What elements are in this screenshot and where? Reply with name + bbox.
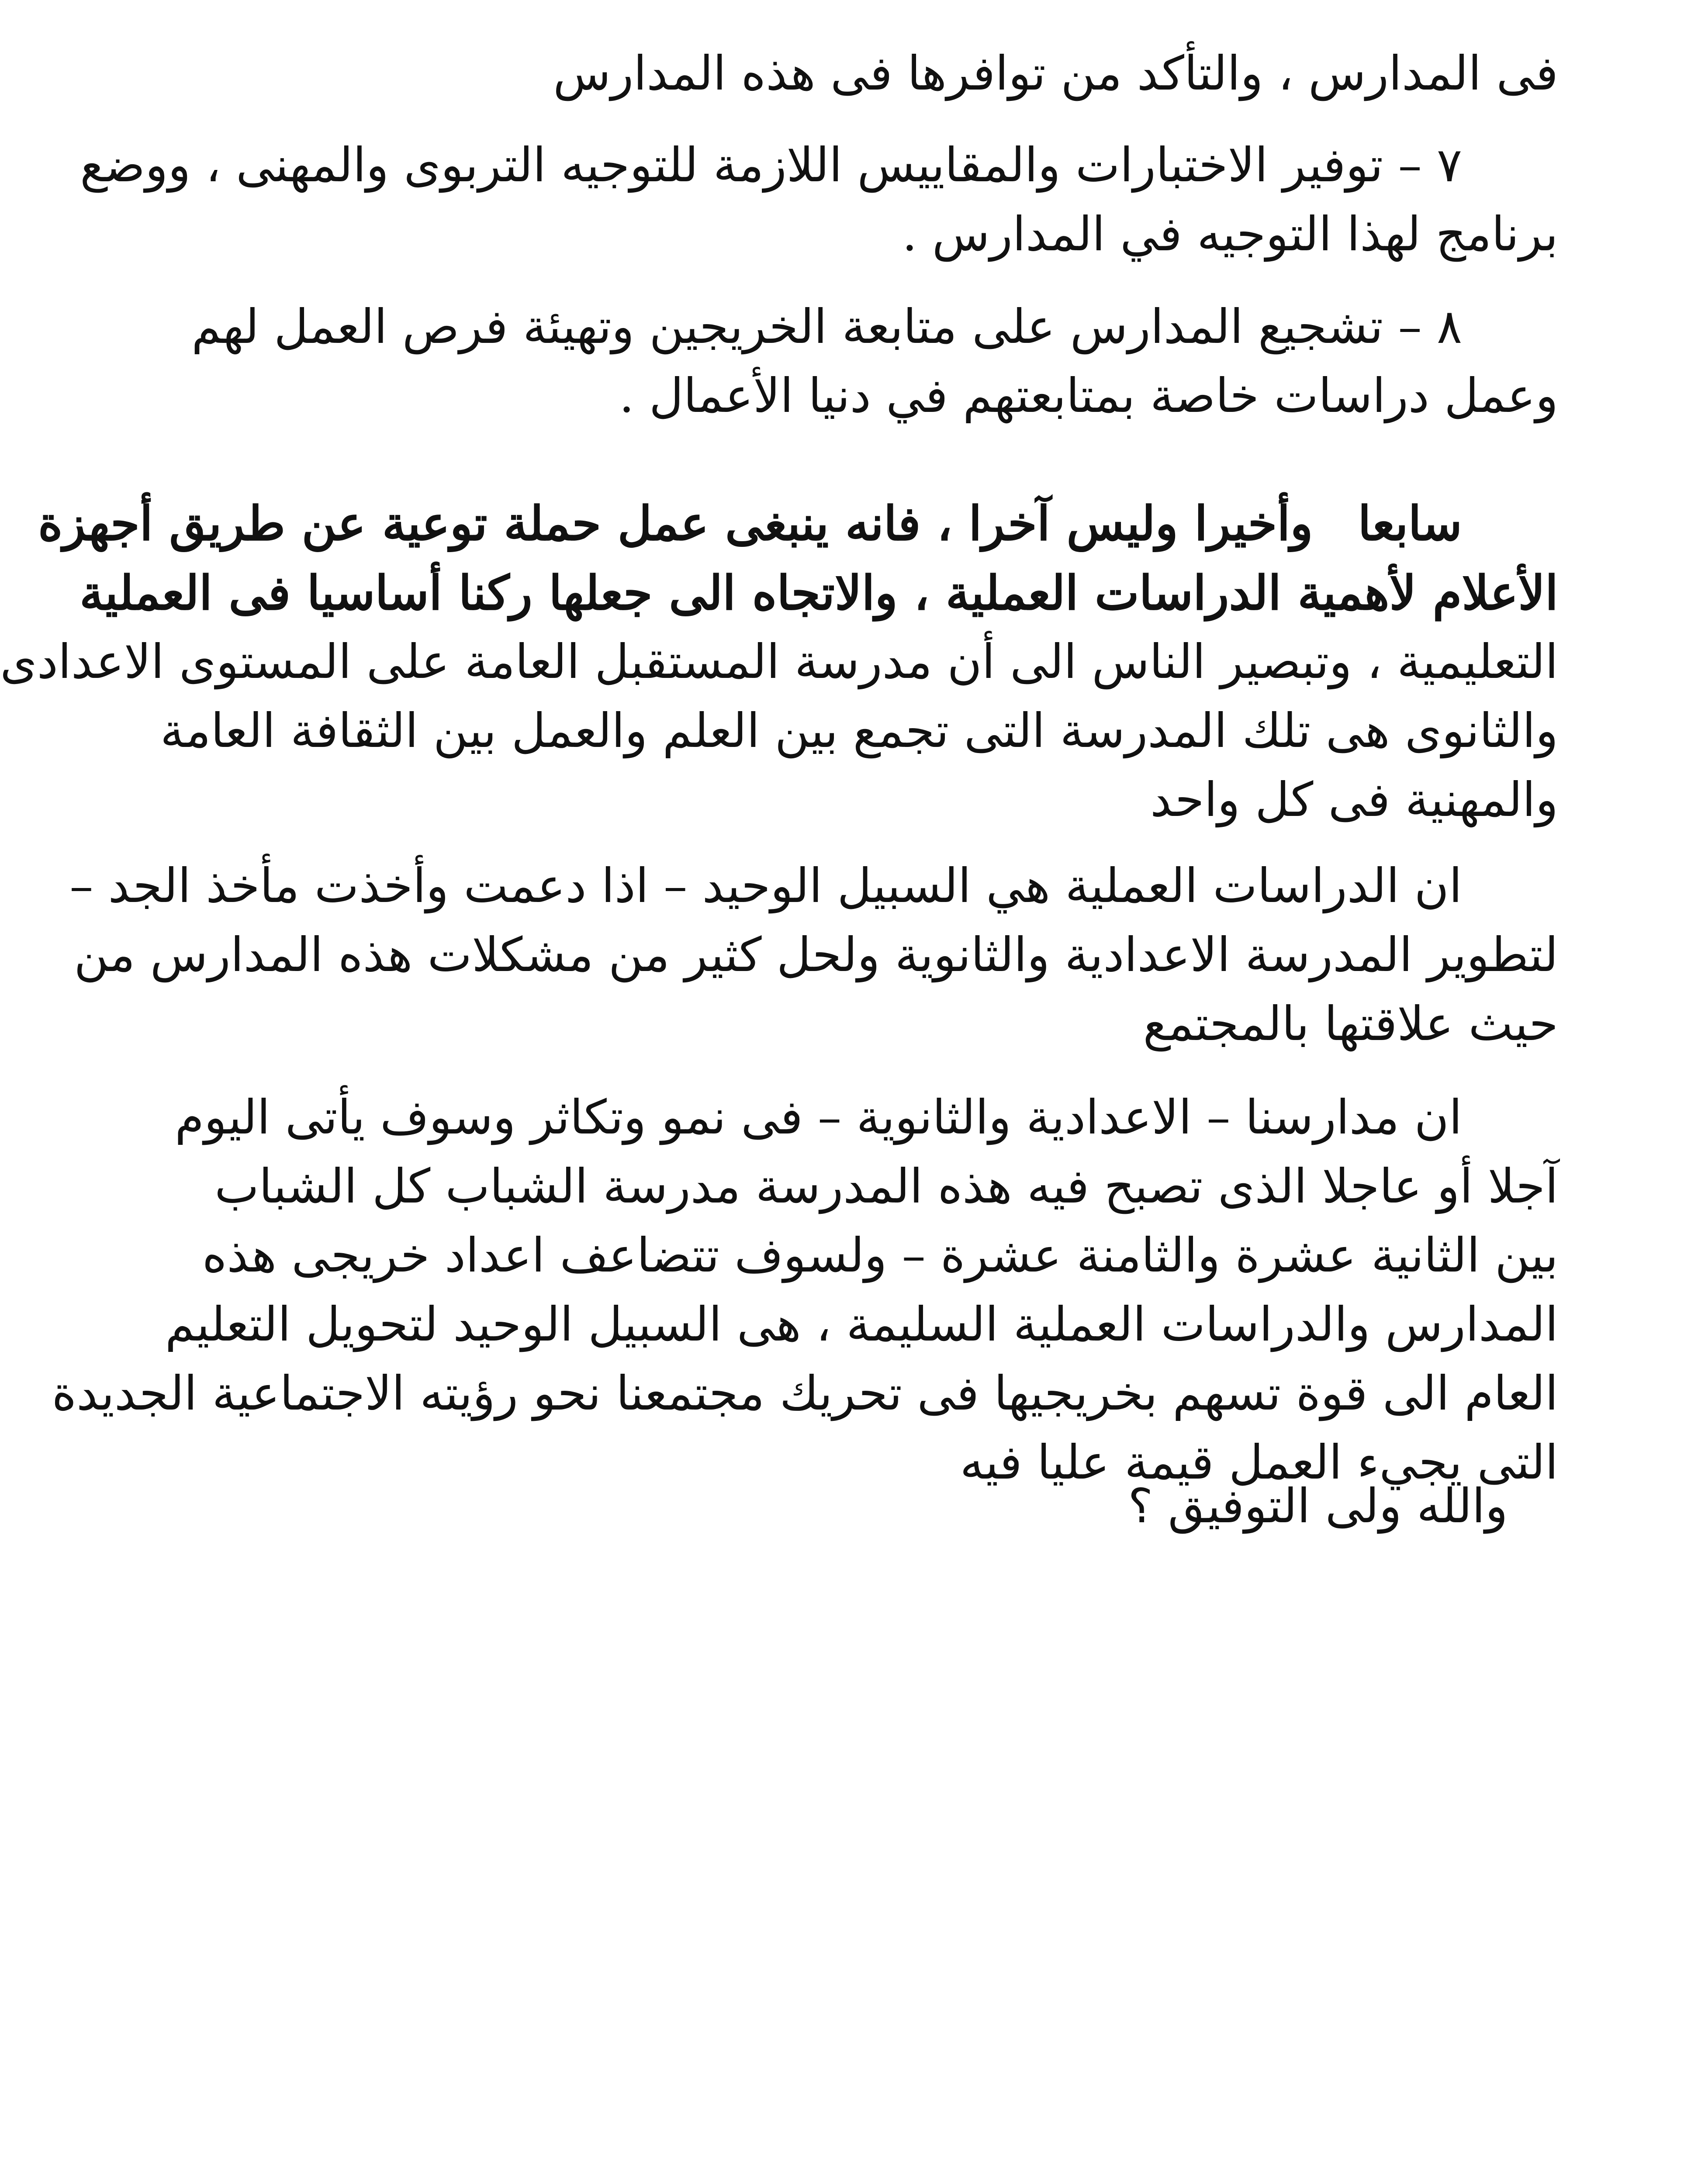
text-line: المدارس والدراسات العملية السليمة ، هى السبيل الوحيد لتحويل التعليم bbox=[165, 1297, 1558, 1352]
bold-lead-word: سابعا bbox=[1358, 496, 1462, 551]
text-line: وعمل دراسات خاصة بمتابعتهم في دنيا الأعمال . bbox=[619, 369, 1558, 423]
paragraph-continuation bbox=[156, 39, 1558, 108]
paragraph-item-7 bbox=[80, 131, 1558, 269]
text-line: ٧ – توفير الاختبارات والمقاييس اللازمة للتوجيه التربوى والمهنى ، ووضع bbox=[80, 138, 1462, 193]
text-line: العام الى قوة تسهم بخريجيها فى تحريك مجتمعنا نحو رؤيته الاجتماعية الجديدة bbox=[52, 1366, 1558, 1421]
text-line: والله ولى التوفيق ؟ bbox=[1128, 1479, 1508, 1534]
text-line: فى المدارس ، والتأكد من توافرها فى هذه المدارس bbox=[553, 46, 1558, 101]
text-line: الأعلام لأهمية الدراسات العملية ، والاتجاه الى جعلها ركنا أساسيا فى العملية bbox=[80, 566, 1558, 621]
text-line: لتطوير المدرسة الاعدادية والثانوية ولحل كثير من مشكلات هذه المدارس من bbox=[74, 928, 1558, 982]
text-line: برنامج لهذا التوجيه في المدارس . bbox=[902, 207, 1558, 262]
text-line: والمهنية فى كل واحد bbox=[1150, 773, 1558, 827]
text-line: التى يجيء العمل قيمة عليا فيه bbox=[960, 1435, 1558, 1490]
text-line: التعليمية ، وتبصير الناس الى أن مدرسة المستقبل العامة على المستوى الاعدادى bbox=[0, 635, 1558, 689]
bold-text: وأخيرا وليس آخرا ، فانه ينبغى عمل حملة توعية عن طريق أجهزة bbox=[38, 496, 1313, 551]
closing-line bbox=[1078, 1472, 1558, 1541]
paragraph-item-8 bbox=[156, 293, 1558, 431]
document-page bbox=[0, 39, 1558, 2184]
text-line: بين الثانية عشرة والثامنة عشرة – ولسوف تتضاعف اعداد خريجى هذه bbox=[202, 1228, 1558, 1283]
text-line: ٨ – تشجيع المدارس على متابعة الخريجين وتهيئة فرص العمل لهم bbox=[191, 300, 1462, 354]
text-line: ان مدارسنا – الاعدادية والثانوية – فى نمو وتكاثر وسوف يأتى اليوم bbox=[175, 1090, 1462, 1145]
paragraph-practical-studies bbox=[69, 852, 1558, 1059]
text-line: حيث علاقتها بالمجتمع bbox=[1143, 997, 1558, 1051]
text-line: ان الدراسات العملية هي السبيل الوحيد – اذا دعمت وأخذت مأخذ الجد – bbox=[69, 859, 1462, 913]
text-line: والثانوى هى تلك المدرسة التى تجمع بين العلم والعمل بين الثقافة العامة bbox=[160, 704, 1558, 758]
paragraph-our-schools bbox=[52, 1083, 1558, 1497]
paragraph-seventh bbox=[0, 489, 1558, 835]
text-line bbox=[38, 489, 1558, 559]
text-line: آجلا أو عاجلا الذى تصبح فيه هذه المدرسة مدرسة الشباب كل الشباب bbox=[214, 1159, 1558, 1214]
